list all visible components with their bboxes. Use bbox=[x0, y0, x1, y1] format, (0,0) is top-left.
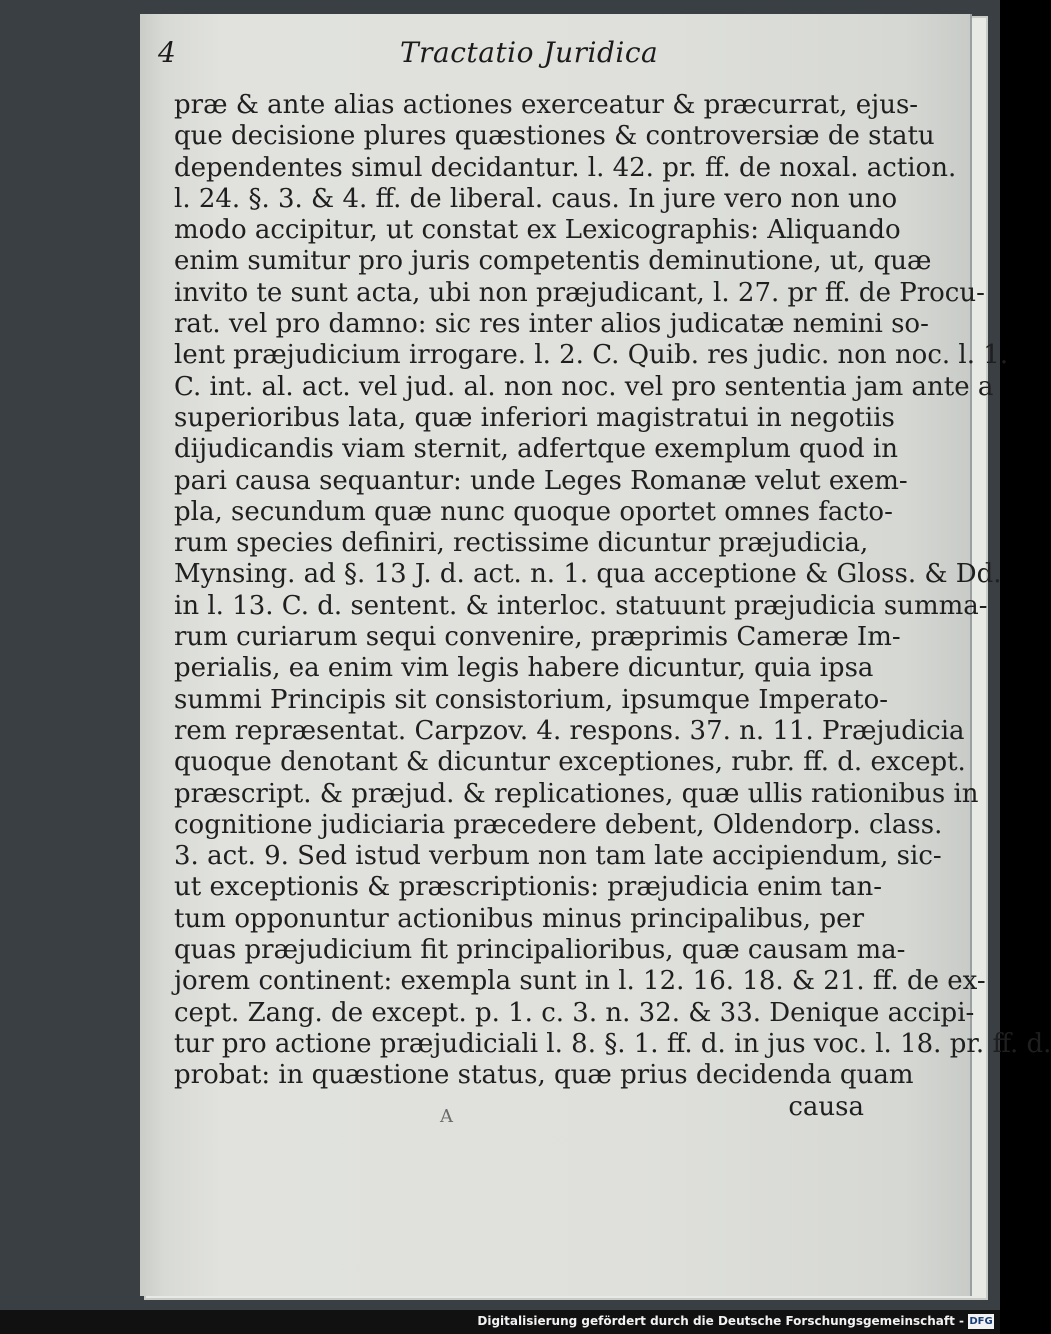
text-line: dependentes simul decidantur. l. 42. pr. ff. de noxal. action. bbox=[174, 152, 957, 183]
text-line: præ & ante alias actiones exerceatur & præcurrat, ejus- bbox=[174, 90, 919, 120]
text-line: Mynsing. ad §. 13 J. d. act. n. 1. qua acceptione & Gloss. & Dd. bbox=[174, 559, 1002, 590]
text-line: lent præjudicium irrogare. l. 2. C. Quib. res judic. non noc. l. 1. bbox=[174, 340, 1009, 371]
body-text bbox=[174, 90, 1051, 1123]
footer-credit: Digitalisierung gefördert durch die Deutsche Forschungsgemeinschaft - bbox=[477, 1314, 964, 1328]
page-number: 4 bbox=[158, 36, 176, 69]
text-line: pari causa sequantur: unde Leges Romanæ velut exem- bbox=[174, 465, 908, 496]
dfg-logo-icon: DFG bbox=[969, 1316, 993, 1327]
text-line: que decisione plures quæstiones & controversiæ de statu bbox=[174, 121, 935, 152]
text-line: quoque denotant & dicuntur exceptiones, rubr. ff. d. except. bbox=[174, 747, 966, 778]
text-line: in l. 13. C. d. sentent. & interloc. statuunt præjudicia summa- bbox=[174, 590, 988, 621]
text-line: superioribus lata, quæ inferiori magistratui in negotiis bbox=[174, 402, 895, 433]
text-line: tur pro actione præjudiciali l. 8. §. 1. ff. d. in jus voc. l. 18. pr. ff. d. bbox=[174, 1028, 1051, 1059]
text-line: C. int. al. act. vel jud. al. non noc. vel pro sententia jam ante a bbox=[174, 371, 994, 402]
text-line: summi Principis sit consistorium, ipsumque Imperato- bbox=[174, 684, 889, 715]
book-page bbox=[140, 14, 1051, 1296]
text-line: perialis, ea enim vim legis habere dicuntur, quia ipsa bbox=[174, 653, 874, 684]
text-line: rum curiarum sequi convenire, præprimis Cameræ Im- bbox=[174, 622, 901, 653]
text-line: pla, secundum quæ nunc quoque oportet omnes facto- bbox=[174, 496, 893, 527]
text-line: enim sumitur pro juris competentis deminutione, ut, quæ bbox=[174, 246, 932, 277]
text-line: cognitione judiciaria præcedere debent, Oldendorp. class. bbox=[174, 809, 943, 840]
text-line: probat: in quæstione status, quæ prius decidenda quam bbox=[174, 1060, 914, 1091]
text-line: dijudicandis viam sternit, adfertque exemplum quod in bbox=[174, 434, 898, 465]
text-line: rat. vel pro damno: sic res inter alios judicatæ nemini so- bbox=[174, 309, 929, 340]
signature-mark: A bbox=[440, 1106, 459, 1127]
catchword: causa bbox=[788, 1091, 864, 1122]
text-line: rem repræsentat. Carpzov. 4. respons. 37. n. 11. Præjudicia bbox=[174, 715, 965, 746]
text-line: invito te sunt acta, ubi non præjudicant, l. 27. pr ff. de Procu- bbox=[174, 277, 985, 308]
text-line: 3. act. 9. Sed istud verbum non tam late accipiendum, sic- bbox=[174, 841, 942, 872]
text-line: l. 24. §. 3. & 4. ff. de liberal. caus. In jure vero non uno bbox=[174, 183, 898, 214]
text-line: tum opponuntur actionibus minus principalibus, per bbox=[174, 903, 864, 934]
text-line: cept. Zang. de except. p. 1. c. 3. n. 32. & 33. Denique accipi- bbox=[174, 997, 975, 1028]
text-line: modo accipitur, ut constat ex Lexicographis: Aliquando bbox=[174, 215, 901, 246]
digitization-footer bbox=[0, 1310, 1000, 1334]
text-line: quas præjudicium fit principalioribus, quæ causam ma- bbox=[174, 935, 906, 966]
text-line: præscript. & præjud. & replicationes, quæ ullis rationibus in bbox=[174, 778, 979, 809]
text-line: rum species definiri, rectissime dicuntur præjudicia, bbox=[174, 528, 869, 559]
text-line: ut exceptionis & præscriptionis: præjudicia enim tan- bbox=[174, 872, 883, 903]
text-line: jorem continent: exempla sunt in l. 12. 16. 18. & 21. ff. de ex- bbox=[174, 966, 986, 997]
running-head: Tractatio Juridica bbox=[400, 36, 659, 69]
